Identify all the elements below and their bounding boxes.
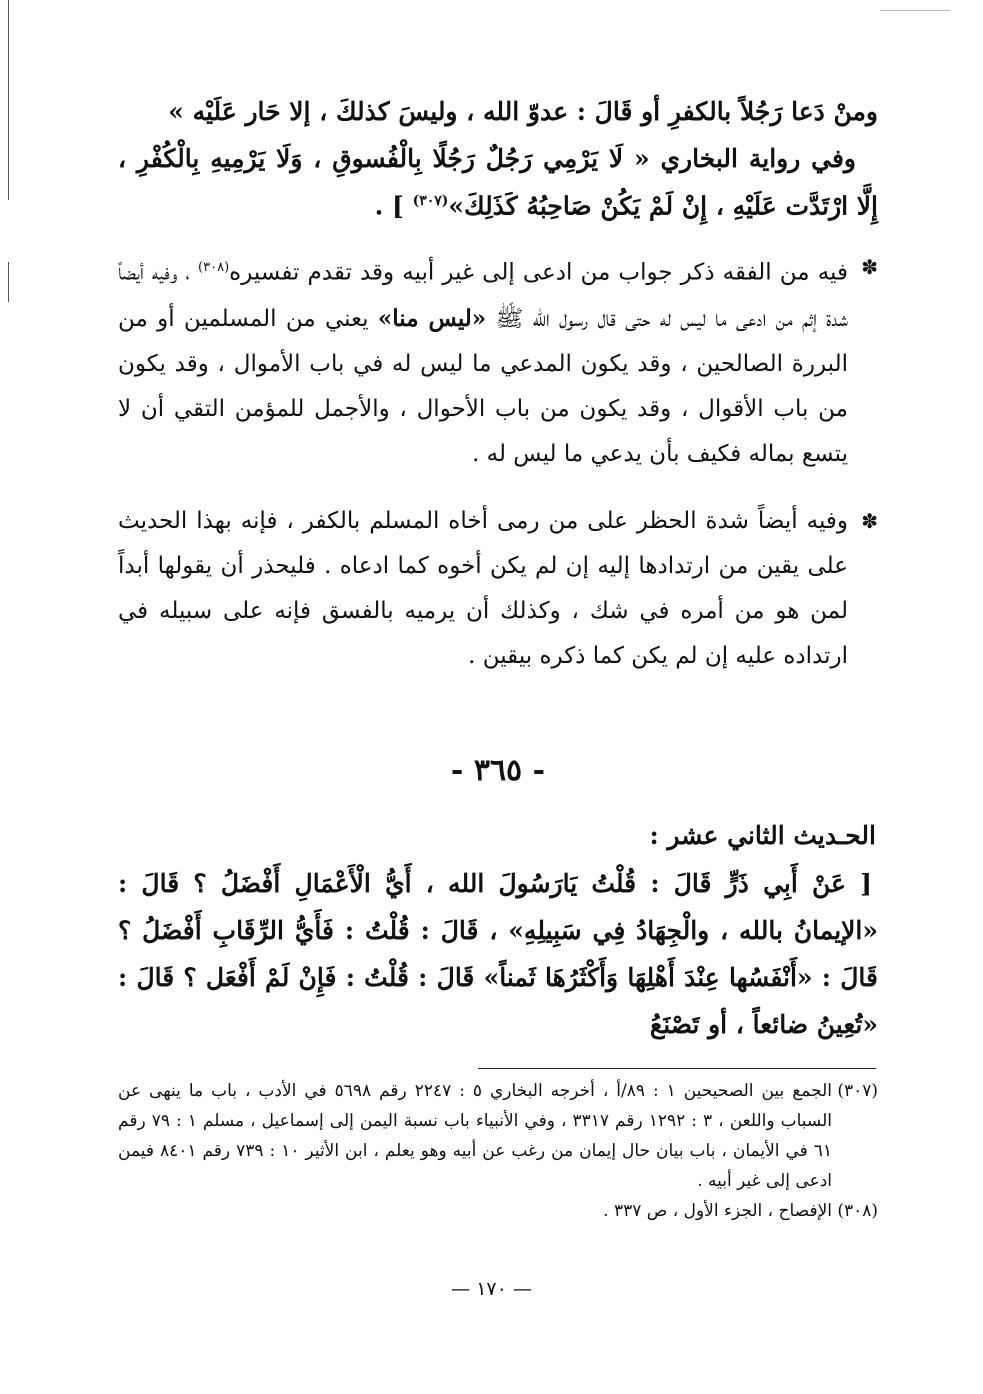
footnote-number: (٣٠٨) <box>837 1201 878 1221</box>
bukhari-close: ] . <box>374 191 413 221</box>
footnote-divider <box>478 1068 876 1069</box>
bukhari-text: وفي رواية البخاري « لَا يَرْمِي رَجُلٌ رَجُلًا بِالْفُسوقِ ، وَلَا يَرْمِيهِ بِالْكُفْرِ ، إِلَّا ارْتَدَّت عَلَيْهِ ، إِنْ لَمْ يَكُنْ صَاحِبُهُ كَذَلِكَ» <box>118 144 878 221</box>
hadith-number: - ٣٦٥ - <box>450 752 546 788</box>
bukhari-narration <box>118 138 878 227</box>
hadith-text: [ عَنْ أَبِي ذَرٍّ قَالَ : قُلْتُ يَارَسُولَ الله ، أَيُّ الْأَعْمَالِ أَفْضَلُ ؟ قَالَ : «الإيمانُ بالله ، والْجِهَادُ فِي سَبِيلِهِ» ، قَالَ : قُلْتُ : فَأَيُّ الرِّقَابِ أَفْضَلُ ؟ قَالَ : «أَنْفَسُها عِنْدَ أَهْلِهَا وَأَكْثَرُهَا ثَمناً» قَالَ : قُلْتُ : فَإِنْ لَمْ أَفْعَل ؟ قَالَ : «تُعِينُ ضائعاً ، أو تَصْنَعُ <box>118 868 878 1039</box>
section-title: الحـديث الثاني عشر : <box>649 820 876 850</box>
footnote-text: الجمع بين الصحيحين ١ : ٨٩/أ ، أخرجه البخاري ٥ : ٢٢٤٧ رقم ٥٦٩٨ في الأدب ، باب ما ينهى عن السباب واللعن ، ٣ : ١٢٩٢ رقم ٣٣١٧ ، وفي الأنبياء باب نسبة اليمن إلى إسماعيل ، مسلم ١ : ٧٩ رقم ٦١ في الأيمان ، باب بيان حال إيمان من رغب عن أبيه وهو يعلم ، ابن الأثير ١٠ : ٧٣٩ رقم ٨٤٠١ فيمن ادعى إلى غير أبيه . <box>118 1081 832 1191</box>
scan-edge-left <box>8 0 9 200</box>
note-text-part: فيه من الفقه ذكر جواب من ادعى إلى غير أبيه وقد تقدم تفسيره <box>229 259 848 286</box>
footnote-ref-308[interactable]: (٣٠٨) <box>198 260 230 276</box>
footnote-307 <box>118 1076 878 1196</box>
note-text-part: ، وفيه أيضاً شدة إثم من ادعى ما ليس له حتى قال رسول الله ﷺ <box>118 259 849 332</box>
commentary-note <box>118 499 878 679</box>
note-text-part: يعني من المسلمين أو من البررة الصالحين ، وقد يكون المدعي ما ليس له في باب الأموال ، وقد يكون من باب الأقوال ، وقد يكون من باب الأحوال ، والأجمل للمؤمن التقي أن لا يتسع بماله فكيف بأن يدعي ما ليس له . <box>118 305 848 467</box>
bullet-star-icon: ✽ <box>861 508 878 533</box>
page-body <box>118 92 878 1048</box>
scan-mark-left <box>8 262 9 302</box>
bullet-star-icon: ✽ <box>861 255 878 280</box>
footnote-ref-307[interactable]: (٣٠٧) <box>412 193 449 209</box>
footnote-text: الإفصاح ، الجزء الأول ، ص ٣٣٧ . <box>603 1201 832 1221</box>
footnote-308 <box>118 1196 878 1226</box>
scan-mark-top <box>880 10 950 11</box>
commentary-note <box>118 245 878 477</box>
quoted-saying: «ليس منا» <box>377 304 487 332</box>
hadith-end-line: ومنْ دَعا رَجُلاً بالكفرِ أو قَالَ : عدوّ الله ، وليسَ كذلكَ ، إلا حَار عَلَيْه » <box>168 97 878 126</box>
footnotes <box>118 1076 878 1226</box>
footnote-number: (٣٠٧) <box>837 1081 878 1101</box>
note-text: وفيه أيضاً شدة الحظر على من رمى أخاه المسلم بالكفر ، فإنه بهذا الحديث على يقين من ارتدادها إليه إن لم يكن أخوه كما ادعاه . فليحذر أن يقولها أبداً لمن هو من أمره في شك ، وكذلك أن يرميه بالفسق فإنه على سبيله في ارتداده عليه إن لم يكن كما ذكره بيقين . <box>118 507 848 669</box>
page-number: — ١٧٠ — <box>451 1278 532 1300</box>
